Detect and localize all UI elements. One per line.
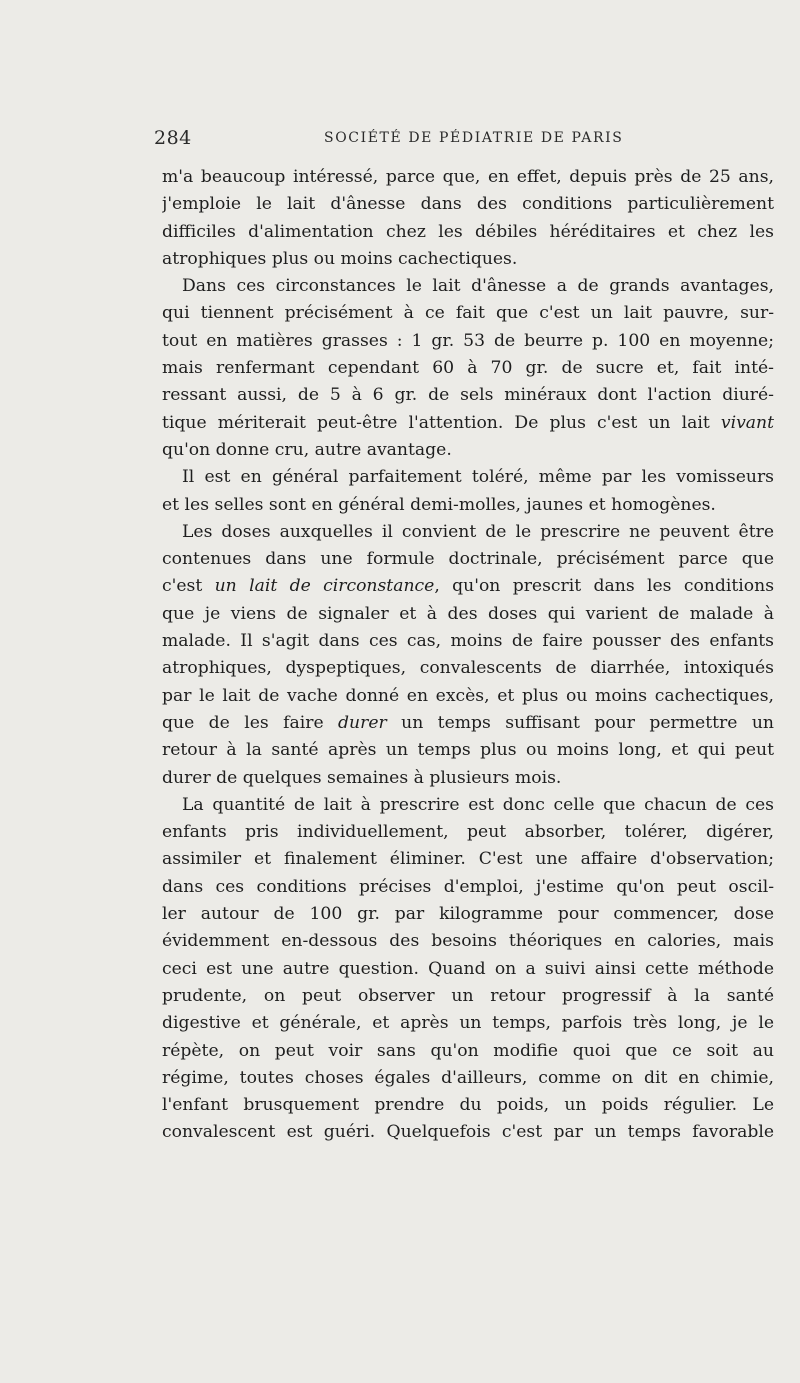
text-line: j'emploie le lait d'ânesse dans des conditions particulièrement <box>162 194 774 215</box>
text-line: durer de quelques semaines à plusieurs mois. <box>162 767 562 788</box>
running-title: SOCIÉTÉ DE PÉDIATRIE DE PARIS <box>324 130 624 146</box>
text-line: difficiles d'alimentation chez les débiles héréditaires et chez les <box>162 221 774 242</box>
text-line: évidemment en-dessous des besoins théoriques en calories, mais <box>162 931 774 952</box>
text-line: m'a beaucoup intéressé, parce que, en effet, depuis près de 25 ans, <box>162 167 774 187</box>
text-line: mais renfermant cependant 60 à 70 gr. de sucre et, fait inté- <box>162 358 774 379</box>
text-line: ler autour de 100 gr. par kilogramme pour commencer, dose <box>162 904 774 925</box>
text-line: qu'on donne cru, autre avantage. <box>162 439 452 460</box>
text-line: par le lait de vache donné en excès, et plus ou moins cachectiques, <box>162 685 774 706</box>
text-line: convalescent est guéri. Quelquefois c'est par un temps favorable <box>162 1122 774 1143</box>
text-line: ressant aussi, de 5 à 6 gr. de sels minéraux dont l'action diuré- <box>162 385 774 406</box>
text-line: tout en matières grasses : 1 gr. 53 de beurre p. 100 en moyenne; <box>162 330 774 351</box>
italic-text: durer <box>338 712 387 733</box>
text-line: prudente, on peut observer un retour progressif à la santé <box>162 985 774 1006</box>
text-line: La quantité de lait à prescrire est donc celle que chacun de ces <box>182 794 774 815</box>
text-line: digestive et générale, et après un temps, parfois très long, je le <box>162 1013 774 1034</box>
text-line: malade. Il s'agit dans ces cas, moins de faire pousser des enfants <box>162 631 774 652</box>
text-line: c'est un lait de circonstance, qu'on prescrit dans les conditions <box>162 576 774 597</box>
text-line: que je viens de signaler et à des doses qui varient de malade à <box>162 603 774 624</box>
text-line: enfants pris individuellement, peut absorber, tolérer, digérer, <box>162 822 774 843</box>
text-line: l'enfant brusquement prendre du poids, un poids régulier. Le <box>162 1095 774 1116</box>
text-line: dans ces conditions précises d'emploi, j'estime qu'on peut oscil- <box>162 876 774 897</box>
page-number: 284 <box>154 127 192 149</box>
text-line: atrophiques plus ou moins cachectiques. <box>162 248 518 269</box>
text-line: Les doses auxquelles il convient de le prescrire ne peuvent être <box>182 521 774 542</box>
italic-text: un lait de circonstance <box>214 576 435 597</box>
text-line: retour à la santé après un temps plus ou moins long, et qui peut <box>162 740 774 761</box>
text-line: qui tiennent précisément à ce fait que c'est un lait pauvre, sur- <box>162 303 774 324</box>
text-line: atrophiques, dyspeptiques, convalescents de diarrhée, intoxiqués <box>162 658 774 679</box>
text-line: régime, toutes choses égales d'ailleurs, comme on dit en chimie, <box>162 1067 774 1088</box>
text-line: que de les faire durer un temps suffisant pour permettre un <box>162 712 774 733</box>
text-line: contenues dans une formule doctrinale, précisément parce que <box>162 549 774 570</box>
text-line: et les selles sont en général demi-molles, jaunes et homogènes. <box>162 494 716 515</box>
italic-text: vivant <box>720 412 774 433</box>
body-text <box>162 164 774 1147</box>
text-line: ceci est une autre question. Quand on a suivi ainsi cette méthode <box>162 958 774 979</box>
text-line: assimiler et finalement éliminer. C'est une affaire d'observation; <box>162 849 774 870</box>
text-line: Dans ces circonstances le lait d'ânesse a de grands avantages, <box>182 276 774 297</box>
text-line: répète, on peut voir sans qu'on modifie quoi que ce soit au <box>162 1040 774 1061</box>
page-header <box>154 127 760 153</box>
text-line: tique mériterait peut-être l'attention. De plus c'est un lait vivant <box>162 412 774 433</box>
text-line: Il est en général parfaitement toléré, même par les vomisseurs <box>182 467 774 488</box>
